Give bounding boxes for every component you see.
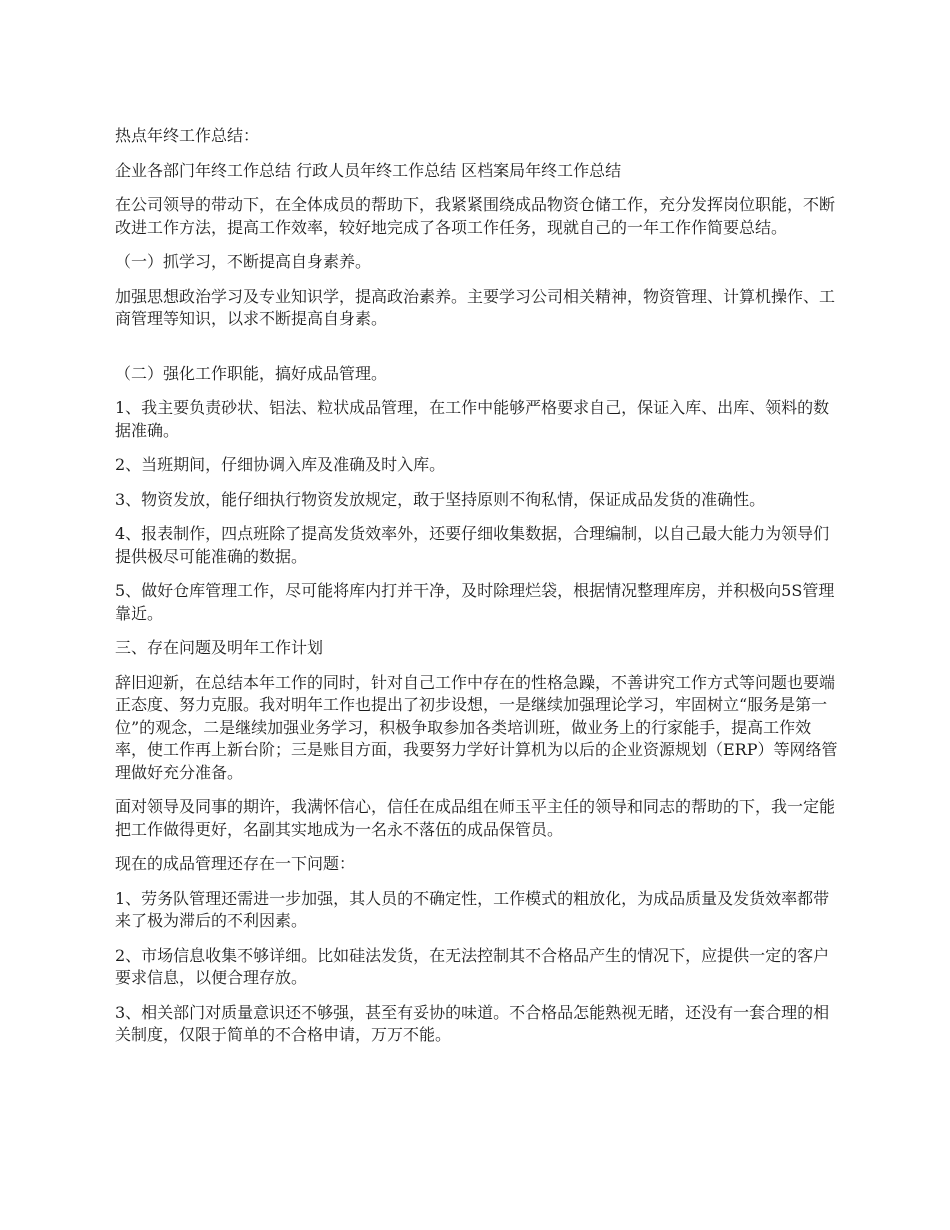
intro-paragraph: 在公司领导的带动下，在全体成员的帮助下，我紧紧围绕成品物资仓储工作，充分发挥岗位职能，不断改进工作方法，提高工作效率，较好地完成了各项工作任务，现就自己的一年工作作简要总结。 bbox=[115, 195, 836, 237]
section2-item: 3、物资发放，能仔细执行物资发放规定，敢于坚持原则不徇私情，保证成品发货的准确性。 bbox=[115, 489, 766, 509]
section2-item: 2、当班期间，仔细协调入库及准确及时入库。 bbox=[115, 455, 446, 474]
section3-paragraph: 辞旧迎新，在总结本年工作的同时，针对自己工作中存在的性格急躁，不善讲究工作方式等问题也要端正态度、努力克服。我对明年工作也提出了初步设想，一是继续加强理论学习，牢固树立“服务是第一位”的观念，二是继续加强业务学习，积极争取参加各类培训班，做业务上的行家能手，提高工作效率，使工作再上新台阶；三是账目方面，我要努力学好计算机为以后的企业资源规划（ERP）等网络管理做好充分准备。 bbox=[115, 672, 838, 782]
document-heading: 热点年终工作总结： bbox=[115, 126, 260, 145]
document-page bbox=[115, 125, 840, 1059]
problem-item: 1、劳务队管理还需进一步加强，其人员的不确定性，工作模式的粗放化，为成品质量及发货效率都带来了极为滞后的不利因素。 bbox=[115, 888, 830, 930]
problem-item: 2、市场信息收集不够详细。比如硅法发货，在无法控制其不合格品产生的情况下，应提供一定的客户要求信息，以便合理存放。 bbox=[115, 945, 830, 987]
problem-item: 3、相关部门对质量意识还不够强，甚至有妥协的味道。不合格品怎能熟视无睹，还没有一套合理的相关制度，仅限于简单的不合格申请，万万不能。 bbox=[115, 1002, 830, 1044]
section1-body: 加强思想政治学习及专业知识学，提高政治素养。主要学习公司相关精神，物资管理、计算机操作、工商管理等知识，以求不断提高自身素。 bbox=[115, 286, 836, 328]
section3-paragraph: 面对领导及同事的期许，我满怀信心，信任在成品组在师玉平主任的领导和同志的帮助的下，我一定能把工作做得更好，名副其实地成为一名永不落伍的成品保管员。 bbox=[115, 797, 836, 839]
section2-item: 1、我主要负责砂状、铝法、粒状成品管理，在工作中能够严格要求自己，保证入库、出库、领料的数据准确。 bbox=[115, 398, 830, 440]
section3-title: 三、存在问题及明年工作计划 bbox=[115, 638, 324, 657]
section2-item: 5、做好仓库管理工作，尽可能将库内打并干净，及时除理烂袋，根据情况整理库房，并积极向5S管理靠近。 bbox=[115, 581, 835, 623]
section1-title: （一）抓学习，不断提高自身素养。 bbox=[115, 252, 372, 271]
problems-title: 现在的成品管理还存在一下问题： bbox=[115, 854, 356, 873]
section2-item: 4、报表制作，四点班除了提高发货效率外，还要仔细收集数据，合理编制，以自己最大能力为领导们提供极尽可能准确的数据。 bbox=[115, 524, 830, 566]
related-links: 企业各部门年终工作总结 行政人员年终工作总结 区档案局年终工作总结 bbox=[115, 160, 622, 180]
section2-title: （二）强化工作职能，搞好成品管理。 bbox=[115, 363, 388, 383]
